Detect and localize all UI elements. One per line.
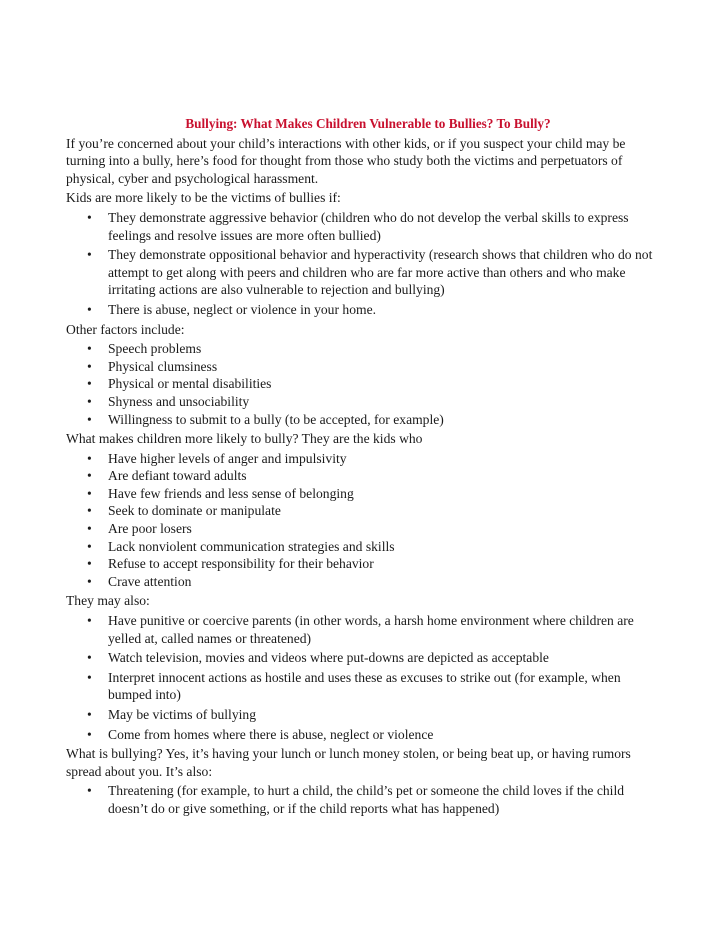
list-item: • Crave attention [87, 573, 192, 589]
list-item: • Are defiant toward adults [87, 468, 247, 484]
factors-list [66, 340, 666, 428]
bullet-icon: • [87, 783, 92, 799]
bullet-icon: • [87, 358, 92, 374]
factors-lead: Other factors include: [66, 321, 185, 337]
list-item: • Shyness and unsociability [87, 393, 250, 409]
list-item: • Physical clumsiness [87, 358, 218, 374]
document-page [66, 115, 666, 820]
bullet-icon: • [87, 613, 92, 629]
bullet-icon: • [87, 468, 92, 484]
list-item: • Have few friends and less sense of belonging [87, 485, 354, 501]
victims-lead: Kids are more likely to be the victims of bullies if: [66, 190, 341, 206]
document-title: Bullying: What Makes Children Vulnerable to Bullies? To Bully? [185, 116, 551, 131]
list-item: • Lack nonviolent communication strategies and skills [87, 538, 395, 554]
what-list [66, 782, 666, 817]
list-item: • Seek to dominate or manipulate [87, 503, 281, 519]
also-list [66, 612, 666, 743]
list-item: • Have higher levels of anger and impulsivity [87, 450, 347, 466]
list-item: • May be victims of bullying [87, 707, 257, 722]
list-item: • They demonstrate aggressive behavior (children who do not develop the verbal skills to express feelings and resolve issues are more often bullied) [87, 209, 629, 243]
also-lead: They may also: [66, 593, 150, 609]
bullet-icon: • [87, 209, 92, 225]
bullet-icon: • [87, 247, 92, 263]
what-is-paragraph: What is bullying? Yes, it’s having your lunch or lunch money stolen, or being beat up, or having rumors spread about you. It’s also: [66, 746, 631, 779]
bullet-icon: • [87, 669, 92, 685]
bullet-icon: • [87, 376, 92, 392]
bullet-icon: • [87, 450, 92, 466]
bullet-icon: • [87, 411, 92, 427]
list-item: • Physical or mental disabilities [87, 376, 272, 392]
bullet-icon: • [87, 503, 92, 519]
bully-lead: What makes children more likely to bully? They are the kids who [66, 431, 423, 447]
list-item: • Willingness to submit to a bully (to be accepted, for example) [87, 411, 444, 427]
bullet-icon: • [87, 707, 92, 722]
list-item: • They demonstrate oppositional behavior and hyperactivity (research shows that children who do not attempt to get along with peers and children who are far more active than others and who make irritating actions are also vulnerable to rejection and bullying) [87, 247, 653, 298]
bullet-icon: • [87, 301, 92, 317]
bullet-icon: • [87, 538, 92, 554]
bullet-icon: • [87, 726, 92, 742]
bullet-icon: • [87, 650, 92, 666]
list-item: • There is abuse, neglect or violence in your home. [87, 301, 377, 317]
list-item: • Are poor losers [87, 521, 192, 537]
bullet-icon: • [87, 573, 92, 589]
list-item: • Watch television, movies and videos where put-downs are depicted as acceptable [87, 650, 549, 666]
intro-paragraph: If you’re concerned about your child’s interactions with other kids, or if you suspect your child may be turning into a bully, here’s food for thought from those who study both the victims and perpetuators of physical, cyber and psychological harassment. [66, 135, 626, 186]
bullet-icon: • [87, 393, 92, 409]
bullet-icon: • [87, 341, 92, 357]
list-item: • Threatening (for example, to hurt a child, the child’s pet or someone the child loves if the child doesn’t do or give something, or if the child reports what has happened) [87, 783, 625, 816]
bully-list [66, 450, 666, 591]
bullet-icon: • [87, 556, 92, 572]
list-item: • Come from homes where there is abuse, neglect or violence [87, 726, 434, 742]
list-item: • Interpret innocent actions as hostile and uses these as excuses to strike out (for example, when bumped into) [87, 669, 621, 703]
bullet-icon: • [87, 521, 92, 537]
bullet-icon: • [87, 485, 92, 501]
list-item: • Speech problems [87, 341, 202, 357]
list-item: • Refuse to accept responsibility for their behavior [87, 556, 374, 572]
list-item: • Have punitive or coercive parents (in other words, a harsh home environment where children are yelled at, called names or threatened) [87, 613, 634, 646]
victims-list [66, 209, 666, 319]
